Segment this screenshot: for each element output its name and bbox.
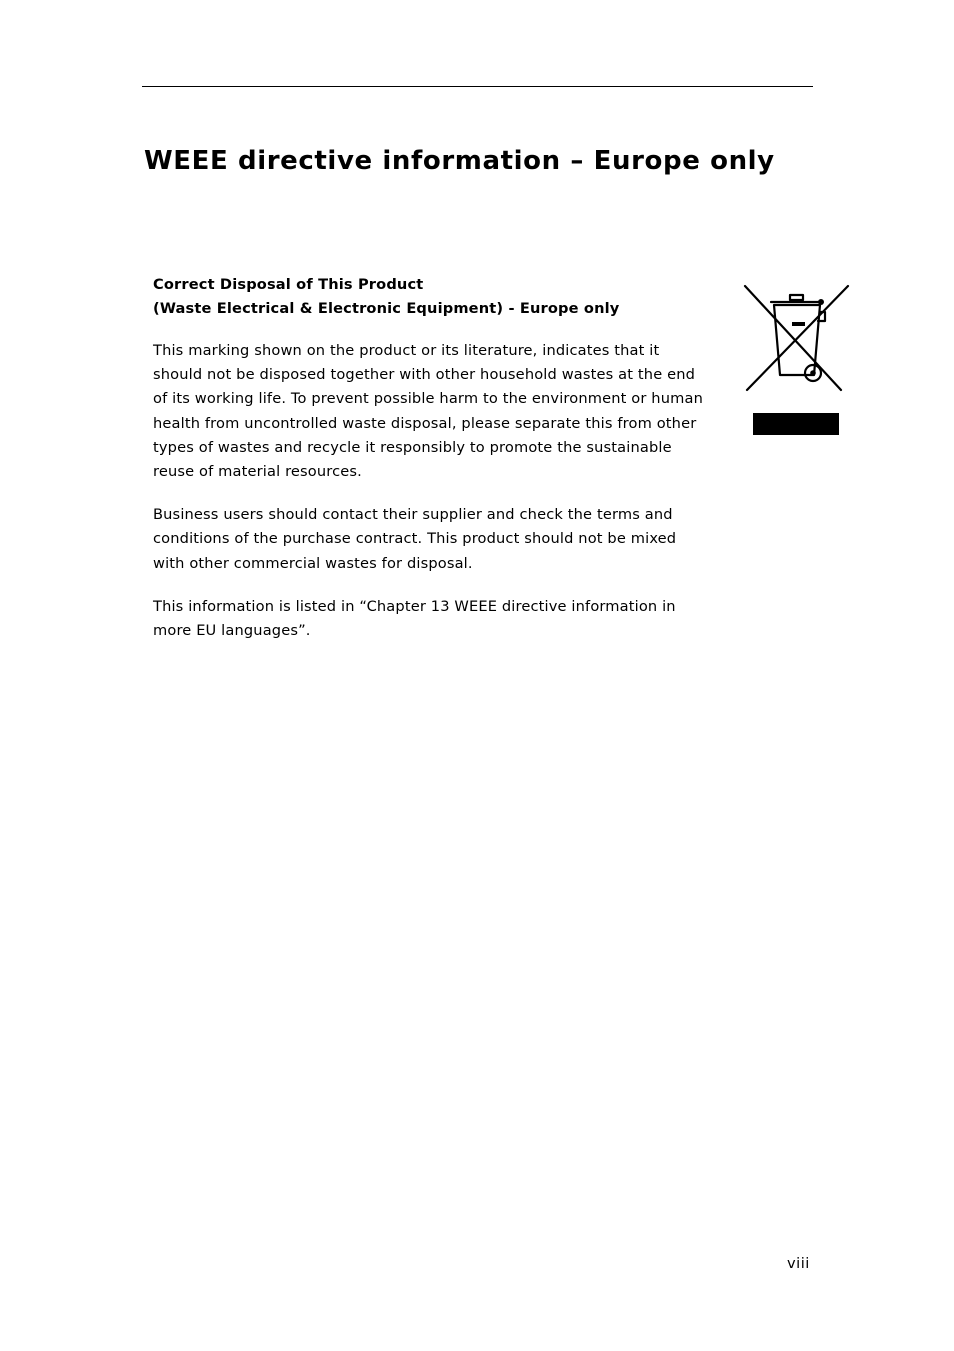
section-heading-line: Correct Disposal of This Product bbox=[153, 276, 424, 293]
paragraph-line: health from uncontrolled waste disposal, please separate this from other bbox=[153, 414, 697, 432]
paragraph-line: should not be disposed together with other household wastes at the end bbox=[153, 366, 696, 384]
page-number: viii bbox=[787, 1255, 810, 1272]
paragraph-line: with other commercial wastes for disposal. bbox=[153, 554, 473, 572]
paragraph-line: more EU languages”. bbox=[153, 622, 311, 640]
paragraph-line: reuse of material resources. bbox=[153, 463, 362, 481]
crossed-out-wheelie-bin-icon bbox=[741, 283, 851, 438]
paragraph-line: This information is listed in “Chapter 13 WEEE directive information in bbox=[153, 597, 676, 615]
header-rule bbox=[142, 86, 813, 87]
paragraph-business-users bbox=[153, 503, 718, 576]
paragraph-line: conditions of the purchase contract. This product should not be mixed bbox=[153, 530, 677, 548]
paragraph-chapter-reference bbox=[153, 595, 718, 643]
main-content bbox=[153, 273, 718, 662]
paragraph-marking bbox=[153, 339, 718, 484]
paragraph-line: types of wastes and recycle it responsibly to promote the sustainable bbox=[153, 438, 672, 456]
paragraph-line: Business users should contact their supplier and check the terms and bbox=[153, 506, 673, 524]
section-heading bbox=[153, 273, 718, 321]
paragraph-line: of its working life. To prevent possible harm to the environment or human bbox=[153, 390, 703, 408]
paragraph-line: This marking shown on the product or its literature, indicates that it bbox=[153, 342, 660, 359]
section-heading-line: (Waste Electrical & Electronic Equipment) - Europe only bbox=[153, 300, 620, 317]
page-title: WEEE directive information – Europe only bbox=[144, 146, 775, 176]
